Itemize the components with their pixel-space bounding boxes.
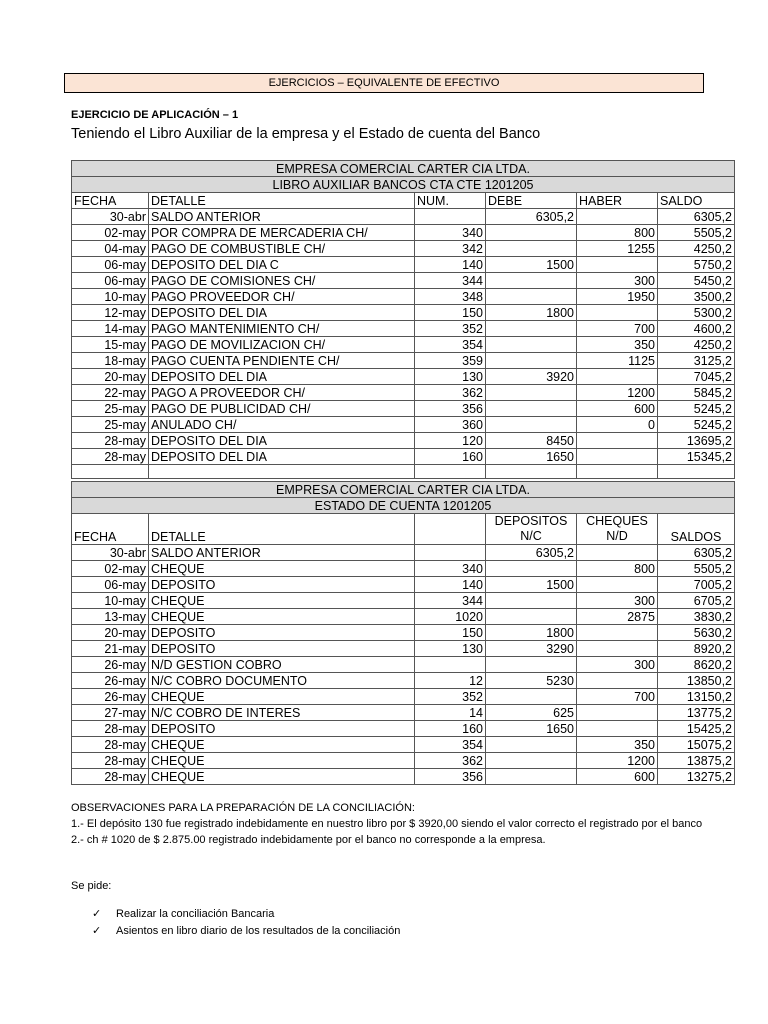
cell-fecha: 02-may	[72, 561, 149, 577]
observaciones-title: OBSERVACIONES PARA LA PREPARACIÓN DE LA CONCILIACIÓN:	[71, 802, 415, 814]
cell-detalle: CHEQUE	[149, 753, 415, 769]
cell-num: 340	[415, 561, 486, 577]
cell-detalle: CHEQUE	[149, 609, 415, 625]
cell-haber: 700	[577, 689, 658, 705]
cell-fecha: 14-may	[72, 321, 149, 337]
table-row	[72, 385, 735, 401]
table-row	[72, 641, 735, 657]
cell-num	[415, 545, 486, 561]
cell-haber	[577, 721, 658, 737]
cell-haber: 800	[577, 225, 658, 241]
cell-num: 1020	[415, 609, 486, 625]
cell-haber	[577, 673, 658, 689]
cell-num: 160	[415, 721, 486, 737]
estado-name: ESTADO DE CUENTA 1201205	[72, 498, 735, 514]
cell-haber: 1200	[577, 753, 658, 769]
cell-debe	[486, 753, 577, 769]
cell-haber: 1125	[577, 353, 658, 369]
cell-saldo: 7005,2	[658, 577, 735, 593]
cell-fecha: 25-may	[72, 417, 149, 433]
cell-haber: 1200	[577, 385, 658, 401]
task-item	[92, 906, 400, 923]
cell-detalle: DEPOSITO	[149, 721, 415, 737]
cell-saldo: 5845,2	[658, 385, 735, 401]
cell-detalle: DEPOSITO DEL DIA	[149, 449, 415, 465]
cell-haber: 300	[577, 657, 658, 673]
table-row	[72, 609, 735, 625]
estado-col-detalle: DETALLE	[149, 514, 415, 545]
observacion-1: 1.- El depósito 130 fue registrado indebidamente en nuestro libro por $ 3920,00 siendo el valor correcto el registrado por el banco	[71, 818, 703, 830]
task-label: Realizar la conciliación Bancaria	[116, 908, 275, 920]
table-row	[72, 225, 735, 241]
cell-num: 130	[415, 369, 486, 385]
cell-num	[415, 209, 486, 225]
cell-detalle: PAGO MANTENIMIENTO CH/	[149, 321, 415, 337]
cell-fecha: 10-may	[72, 289, 149, 305]
cell-haber	[577, 577, 658, 593]
table-row	[72, 209, 735, 225]
cell-debe: 6305,2	[486, 209, 577, 225]
cell-fecha: 26-may	[72, 673, 149, 689]
cell-haber	[577, 449, 658, 465]
cell-num: 344	[415, 593, 486, 609]
cell-saldo: 8920,2	[658, 641, 735, 657]
cell-debe: 5230	[486, 673, 577, 689]
table-row	[72, 273, 735, 289]
cell-saldo: 5505,2	[658, 561, 735, 577]
task-list	[92, 906, 400, 940]
cell-fecha: 04-may	[72, 241, 149, 257]
cell-num: 160	[415, 449, 486, 465]
task-label: Asientos en libro diario de los resultados de la conciliación	[116, 925, 401, 937]
document-title: EJERCICIOS – EQUIVALENTE DE EFECTIVO	[64, 73, 704, 93]
cell-haber	[577, 433, 658, 449]
cell-debe: 1500	[486, 257, 577, 273]
cell-detalle: CHEQUE	[149, 769, 415, 785]
cell-detalle: SALDO ANTERIOR	[149, 209, 415, 225]
cell-saldo: 5300,2	[658, 305, 735, 321]
cell-fecha: 27-may	[72, 705, 149, 721]
table-row	[72, 737, 735, 753]
cell-detalle: N/C COBRO DOCUMENTO	[149, 673, 415, 689]
cell-fecha: 28-may	[72, 769, 149, 785]
table-row	[72, 721, 735, 737]
table-row	[72, 705, 735, 721]
cell-saldo: 13775,2	[658, 705, 735, 721]
checkmark-icon: ✓	[92, 908, 102, 920]
cell-fecha: 18-may	[72, 353, 149, 369]
cell-fecha: 20-may	[72, 369, 149, 385]
estado-header-row	[72, 514, 735, 545]
observaciones	[71, 800, 721, 848]
cell-detalle: PAGO CUENTA PENDIENTE CH/	[149, 353, 415, 369]
libro-col-num: NUM.	[415, 193, 486, 209]
cell-num: 354	[415, 337, 486, 353]
checkmark-icon: ✓	[92, 925, 102, 937]
table-row	[72, 561, 735, 577]
cell-fecha: 30-abr	[72, 209, 149, 225]
libro-company: EMPRESA COMERCIAL CARTER CIA LTDA.	[72, 161, 735, 177]
cell-debe	[486, 273, 577, 289]
cell-debe	[486, 353, 577, 369]
cell-haber	[577, 545, 658, 561]
se-pide-label: Se pide:	[71, 880, 112, 892]
cell-num: 12	[415, 673, 486, 689]
cell-fecha: 20-may	[72, 625, 149, 641]
cell-num: 348	[415, 289, 486, 305]
cell-num: 120	[415, 433, 486, 449]
cell-saldo: 4600,2	[658, 321, 735, 337]
table-row	[72, 321, 735, 337]
cell-detalle: DEPOSITO DEL DIA	[149, 369, 415, 385]
cell-haber	[577, 705, 658, 721]
cell-num: 360	[415, 417, 486, 433]
cell-num: 130	[415, 641, 486, 657]
cell-saldo: 13150,2	[658, 689, 735, 705]
cell-detalle: CHEQUE	[149, 689, 415, 705]
cell-debe: 3290	[486, 641, 577, 657]
cell-fecha: 25-may	[72, 401, 149, 417]
table-row	[72, 337, 735, 353]
estado-col-num	[415, 514, 486, 545]
cell-detalle: PAGO DE COMISIONES CH/	[149, 273, 415, 289]
table-row	[72, 305, 735, 321]
observacion-2: 2.- ch # 1020 de $ 2.875.00 registrado indebidamente por el banco no corresponde a la empresa.	[71, 834, 546, 846]
cell-haber: 300	[577, 593, 658, 609]
cell-fecha: 28-may	[72, 433, 149, 449]
cell-debe	[486, 417, 577, 433]
cell-fecha: 21-may	[72, 641, 149, 657]
cell-saldo: 13695,2	[658, 433, 735, 449]
cell-debe: 1650	[486, 449, 577, 465]
table-row	[72, 753, 735, 769]
cell-debe: 1800	[486, 305, 577, 321]
cell-fecha: 06-may	[72, 273, 149, 289]
cell-detalle: PAGO DE PUBLICIDAD CH/	[149, 401, 415, 417]
cell-debe	[486, 337, 577, 353]
cell-saldo: 15075,2	[658, 737, 735, 753]
cell-detalle: DEPOSITO	[149, 625, 415, 641]
cell-fecha: 28-may	[72, 737, 149, 753]
cell-saldo: 3125,2	[658, 353, 735, 369]
exercise-subtitle: Teniendo el Libro Auxiliar de la empresa y el Estado de cuenta del Banco	[71, 126, 541, 142]
cell-num: 362	[415, 385, 486, 401]
cell-detalle: SALDO ANTERIOR	[149, 545, 415, 561]
cell-haber: 700	[577, 321, 658, 337]
cell-detalle: PAGO DE MOVILIZACION CH/	[149, 337, 415, 353]
estado-company: EMPRESA COMERCIAL CARTER CIA LTDA.	[72, 482, 735, 498]
cell-debe	[486, 737, 577, 753]
cell-detalle: DEPOSITO	[149, 577, 415, 593]
cell-num: 342	[415, 241, 486, 257]
libro-col-detalle: DETALLE	[149, 193, 415, 209]
cell-saldo: 6305,2	[658, 545, 735, 561]
table-row	[72, 449, 735, 465]
libro-col-saldo: SALDO	[658, 193, 735, 209]
estado-col-saldos: SALDOS	[658, 514, 735, 545]
table-row	[72, 769, 735, 785]
cell-detalle: DEPOSITO	[149, 641, 415, 657]
table-row	[72, 689, 735, 705]
cell-detalle: ANULADO CH/	[149, 417, 415, 433]
cell-num: 340	[415, 225, 486, 241]
cell-saldo: 13875,2	[658, 753, 735, 769]
cell-fecha: 28-may	[72, 721, 149, 737]
cell-detalle: CHEQUE	[149, 593, 415, 609]
cell-detalle: POR COMPRA DE MERCADERIA CH/	[149, 225, 415, 241]
cell-detalle: CHEQUE	[149, 561, 415, 577]
cell-debe	[486, 289, 577, 305]
cell-num: 356	[415, 401, 486, 417]
cell-num: 359	[415, 353, 486, 369]
cell-num: 356	[415, 769, 486, 785]
cell-saldo: 4250,2	[658, 337, 735, 353]
cell-debe: 8450	[486, 433, 577, 449]
cell-debe	[486, 321, 577, 337]
cell-detalle: N/D GESTION COBRO	[149, 657, 415, 673]
cell-num	[415, 657, 486, 673]
cell-fecha: 28-may	[72, 449, 149, 465]
libro-col-fecha: FECHA	[72, 193, 149, 209]
table-row	[72, 433, 735, 449]
cell-fecha: 26-may	[72, 689, 149, 705]
libro-col-debe: DEBE	[486, 193, 577, 209]
estado-col-cheques	[577, 514, 658, 545]
table-row	[72, 577, 735, 593]
cell-haber: 1950	[577, 289, 658, 305]
table-row	[72, 417, 735, 433]
cell-saldo: 8620,2	[658, 657, 735, 673]
cell-num: 150	[415, 305, 486, 321]
cell-saldo: 3500,2	[658, 289, 735, 305]
cell-fecha: 13-may	[72, 609, 149, 625]
cell-num: 14	[415, 705, 486, 721]
cell-fecha: 15-may	[72, 337, 149, 353]
libro-blank-row	[72, 465, 735, 479]
cell-detalle: PAGO PROVEEDOR CH/	[149, 289, 415, 305]
cell-num: 354	[415, 737, 486, 753]
cell-debe: 625	[486, 705, 577, 721]
estado-col-depositos	[486, 514, 577, 545]
cell-haber	[577, 641, 658, 657]
estado-cuenta-table	[71, 481, 735, 785]
cell-detalle: DEPOSITO DEL DIA C	[149, 257, 415, 273]
cell-haber	[577, 209, 658, 225]
cell-num: 362	[415, 753, 486, 769]
cell-haber: 600	[577, 769, 658, 785]
cell-num: 344	[415, 273, 486, 289]
cell-haber: 350	[577, 737, 658, 753]
cell-saldo: 15345,2	[658, 449, 735, 465]
estado-col-depositos-sub: N/C	[520, 529, 542, 543]
cell-detalle: CHEQUE	[149, 737, 415, 753]
cell-haber: 1255	[577, 241, 658, 257]
cell-saldo: 5505,2	[658, 225, 735, 241]
table-row	[72, 673, 735, 689]
cell-fecha: 22-may	[72, 385, 149, 401]
cell-saldo: 15425,2	[658, 721, 735, 737]
cell-saldo: 5245,2	[658, 417, 735, 433]
table-row	[72, 657, 735, 673]
cell-saldo: 6705,2	[658, 593, 735, 609]
table-row	[72, 369, 735, 385]
cell-debe	[486, 769, 577, 785]
cell-num: 150	[415, 625, 486, 641]
cell-fecha: 28-may	[72, 753, 149, 769]
table-row	[72, 625, 735, 641]
cell-saldo: 13850,2	[658, 673, 735, 689]
cell-debe	[486, 385, 577, 401]
cell-saldo: 4250,2	[658, 241, 735, 257]
cell-saldo: 7045,2	[658, 369, 735, 385]
estado-col-cheques-top: CHEQUES	[586, 514, 648, 528]
cell-debe	[486, 609, 577, 625]
cell-haber	[577, 369, 658, 385]
cell-haber: 800	[577, 561, 658, 577]
cell-num: 352	[415, 321, 486, 337]
estado-col-fecha: FECHA	[72, 514, 149, 545]
cell-fecha: 06-may	[72, 257, 149, 273]
cell-saldo: 6305,2	[658, 209, 735, 225]
cell-saldo: 3830,2	[658, 609, 735, 625]
cell-fecha: 10-may	[72, 593, 149, 609]
cell-num: 140	[415, 577, 486, 593]
cell-debe	[486, 657, 577, 673]
cell-saldo: 5750,2	[658, 257, 735, 273]
cell-detalle: PAGO DE COMBUSTIBLE CH/	[149, 241, 415, 257]
cell-debe: 3920	[486, 369, 577, 385]
cell-fecha: 12-may	[72, 305, 149, 321]
cell-haber: 0	[577, 417, 658, 433]
estado-col-depositos-top: DEPOSITOS	[494, 514, 568, 528]
libro-name: LIBRO AUXILIAR BANCOS CTA CTE 1201205	[72, 177, 735, 193]
cell-debe	[486, 593, 577, 609]
cell-debe	[486, 689, 577, 705]
table-row	[72, 353, 735, 369]
estado-col-cheques-sub: N/D	[606, 529, 628, 543]
cell-saldo: 5450,2	[658, 273, 735, 289]
cell-saldo: 5630,2	[658, 625, 735, 641]
cell-debe: 1500	[486, 577, 577, 593]
cell-haber: 2875	[577, 609, 658, 625]
cell-haber	[577, 257, 658, 273]
cell-fecha: 06-may	[72, 577, 149, 593]
table-row	[72, 593, 735, 609]
cell-detalle: DEPOSITO DEL DIA	[149, 433, 415, 449]
libro-header-row	[72, 193, 735, 209]
table-row	[72, 257, 735, 273]
task-item	[92, 923, 400, 940]
cell-debe: 1650	[486, 721, 577, 737]
cell-num: 140	[415, 257, 486, 273]
cell-debe: 1800	[486, 625, 577, 641]
cell-detalle: PAGO A PROVEEDOR CH/	[149, 385, 415, 401]
cell-haber: 300	[577, 273, 658, 289]
cell-debe	[486, 241, 577, 257]
table-row	[72, 401, 735, 417]
table-row	[72, 241, 735, 257]
cell-detalle: N/C COBRO DE INTERES	[149, 705, 415, 721]
table-row	[72, 289, 735, 305]
cell-fecha: 26-may	[72, 657, 149, 673]
cell-debe	[486, 401, 577, 417]
cell-debe	[486, 225, 577, 241]
cell-haber: 350	[577, 337, 658, 353]
cell-fecha: 02-may	[72, 225, 149, 241]
cell-haber	[577, 305, 658, 321]
cell-num: 352	[415, 689, 486, 705]
cell-debe: 6305,2	[486, 545, 577, 561]
cell-saldo: 13275,2	[658, 769, 735, 785]
cell-fecha: 30-abr	[72, 545, 149, 561]
exercise-title: EJERCICIO DE APLICACIÓN – 1	[71, 109, 239, 121]
cell-saldo: 5245,2	[658, 401, 735, 417]
table-row	[72, 545, 735, 561]
cell-haber	[577, 625, 658, 641]
cell-detalle: DEPOSITO DEL DIA	[149, 305, 415, 321]
cell-debe	[486, 561, 577, 577]
libro-auxiliar-table	[71, 160, 735, 479]
cell-haber: 600	[577, 401, 658, 417]
libro-col-haber: HABER	[577, 193, 658, 209]
